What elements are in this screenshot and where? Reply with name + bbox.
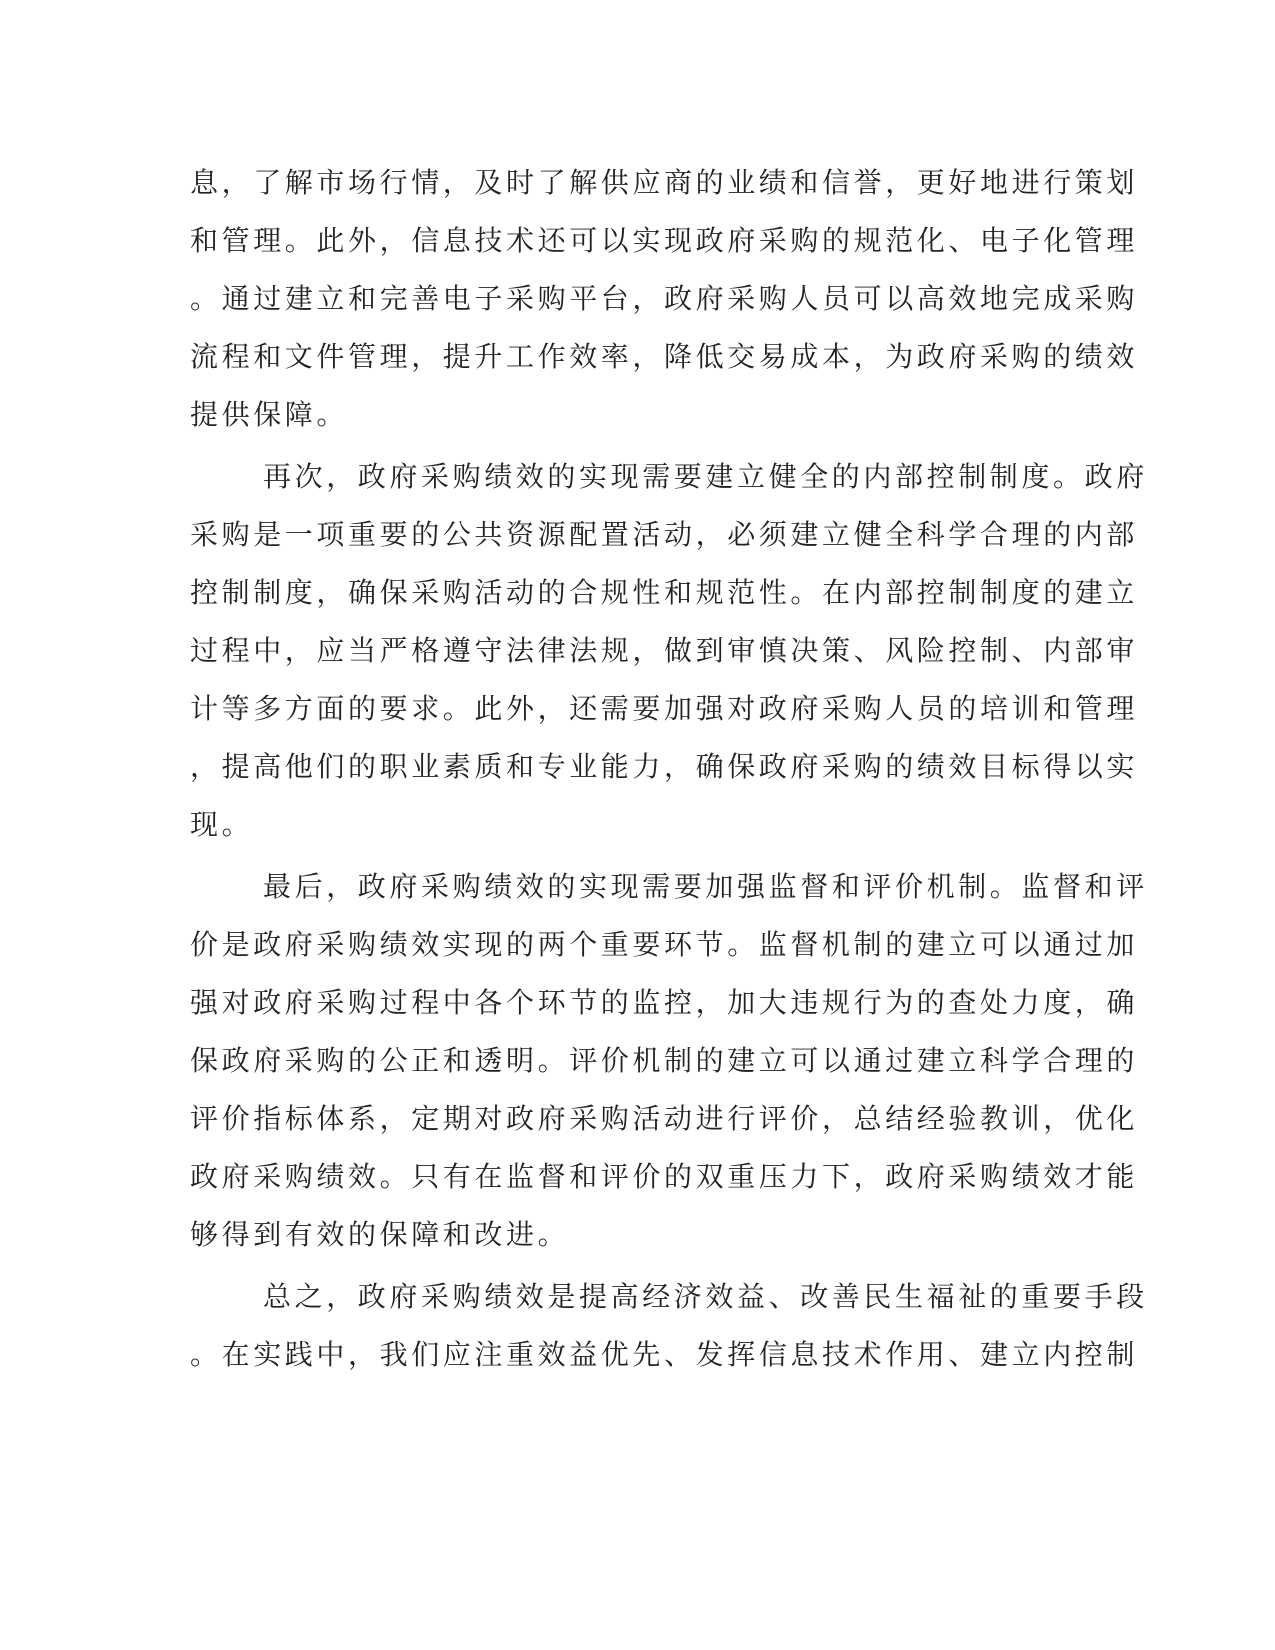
text-line: 评价指标体系，定期对政府采购活动进行评价，总结经验教训，优化 xyxy=(190,1102,1139,1135)
text-line: 息，了解市场行情，及时了解供应商的业绩和信誉，更好地进行策划 xyxy=(190,166,1139,199)
text-line: 计等多方面的要求。此外，还需要加强对政府采购人员的培训和管理 xyxy=(190,692,1139,725)
text-line: 流程和文件管理，提升工作效率，降低交易成本，为政府采购的绩效 xyxy=(190,340,1139,373)
text-line: 控制制度，确保采购活动的合规性和规范性。在内部控制制度的建立 xyxy=(190,576,1139,609)
text-line: 政府采购绩效。只有在监督和评价的双重压力下，政府采购绩效才能 xyxy=(190,1160,1139,1193)
text-line: 。在实践中，我们应注重效益优先、发挥信息技术作用、建立内控制 xyxy=(190,1338,1139,1371)
text-line: 。通过建立和完善电子采购平台，政府采购人员可以高效地完成采购 xyxy=(190,282,1139,315)
text-line: 够得到有效的保障和改进。 xyxy=(190,1218,570,1251)
paragraph-first-line: 总之，政府采购绩效是提高经济效益、改善民生福祉的重要手段 xyxy=(263,1280,1148,1313)
text-line: 现。 xyxy=(190,808,254,841)
paragraph-first-line: 最后，政府采购绩效的实现需要加强监督和评价机制。监督和评 xyxy=(263,870,1148,903)
text-line: ，提高他们的职业素质和专业能力，确保政府采购的绩效目标得以实 xyxy=(190,750,1139,783)
text-line: 保政府采购的公正和透明。评价机制的建立可以通过建立科学合理的 xyxy=(190,1044,1139,1077)
text-line: 强对政府采购过程中各个环节的监控，加大违规行为的查处力度，确 xyxy=(190,986,1139,1019)
text-line: 价是政府采购绩效实现的两个重要环节。监督机制的建立可以通过加 xyxy=(190,928,1139,961)
text-line: 过程中，应当严格遵守法律法规，做到审慎决策、风险控制、内部审 xyxy=(190,634,1139,667)
paragraph-first-line: 再次，政府采购绩效的实现需要建立健全的内部控制制度。政府 xyxy=(263,460,1148,493)
text-line: 提供保障。 xyxy=(190,398,349,431)
text-line: 采购是一项重要的公共资源配置活动，必须建立健全科学合理的内部 xyxy=(190,518,1139,551)
text-line: 和管理。此外，信息技术还可以实现政府采购的规范化、电子化管理 xyxy=(190,224,1139,257)
